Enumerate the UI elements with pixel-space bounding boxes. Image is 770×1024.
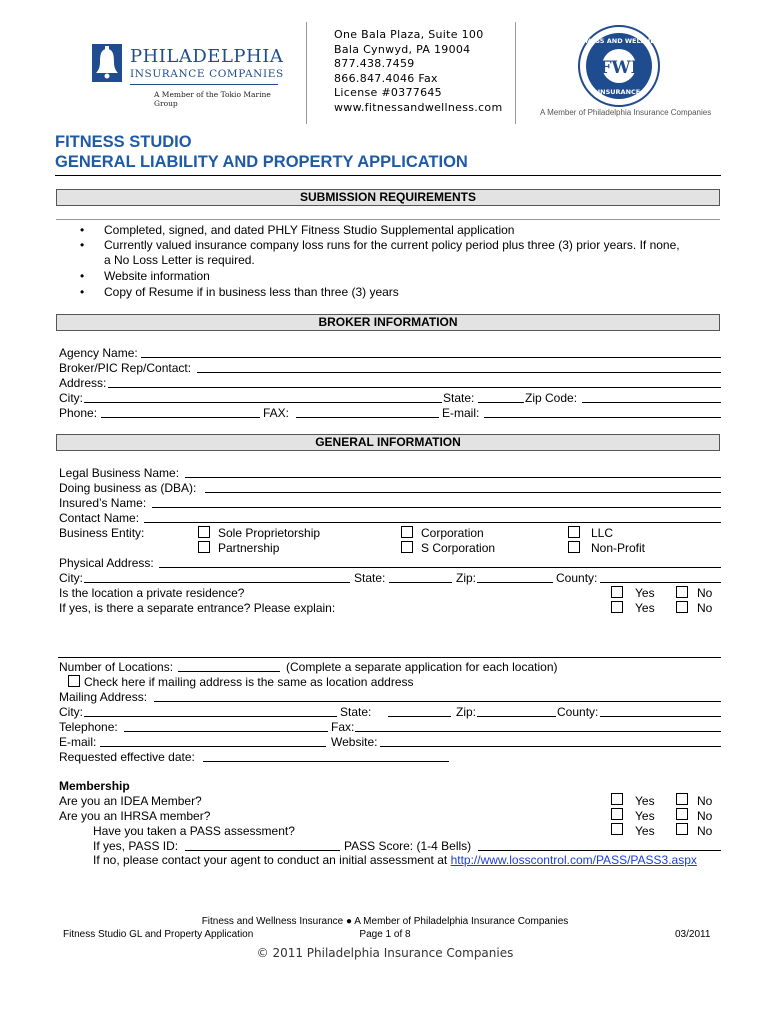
fwi-seal	[574, 24, 664, 108]
effective-date-field[interactable]	[203, 761, 449, 762]
s-corporation-checkbox[interactable]	[401, 541, 413, 553]
requirement-item: Copy of Resume if in business less than three (3) years	[104, 285, 399, 299]
pass-no-label: No	[697, 824, 713, 838]
requirement-item: Currently valued insurance company loss runs for the current policy period plus three (3) prior years. If none,	[104, 238, 680, 252]
pass-yes-checkbox[interactable]	[611, 823, 623, 835]
corporation-checkbox[interactable]	[401, 526, 413, 538]
address-line: One Bala Plaza, Suite 100	[334, 28, 484, 41]
county-label: County:	[556, 571, 598, 585]
phone-line: 877.438.7459	[334, 57, 415, 71]
city-field[interactable]	[84, 582, 350, 583]
broker-address-field[interactable]	[108, 387, 721, 388]
general-information-heading: GENERAL INFORMATION	[56, 434, 720, 451]
footer-tagline: Fitness and Wellness Insurance ● A Member of Philadelphia Insurance Companies	[201, 916, 569, 927]
mailing-county-field[interactable]	[600, 716, 721, 717]
pass-no-checkbox[interactable]	[676, 823, 688, 835]
logo-tagline: A Member of the Tokio Marine Group	[154, 90, 271, 108]
ihrsa-yes-checkbox[interactable]	[611, 808, 623, 820]
logo-sub: INSURANCE COMPANIES	[130, 68, 284, 80]
mailing-county-label: County:	[557, 705, 599, 719]
dba-field[interactable]	[205, 492, 721, 493]
agency-name-label: Agency Name:	[59, 346, 138, 360]
broker-state-field[interactable]	[478, 402, 524, 403]
ihrsa-no-checkbox[interactable]	[676, 808, 688, 820]
broker-phone-field[interactable]	[101, 417, 260, 418]
llc-label: LLC	[591, 526, 614, 540]
llc-checkbox[interactable]	[568, 526, 580, 538]
partnership-label: Partnership	[218, 541, 280, 555]
mailing-state-field[interactable]	[388, 716, 451, 717]
broker-zip-field[interactable]	[582, 402, 721, 403]
corporation-label: Corporation	[421, 526, 484, 540]
ihrsa-yes-label: Yes	[635, 809, 655, 823]
idea-no-label: No	[697, 794, 713, 808]
seal-top-text: FITNESS AND WELLNESS	[574, 37, 664, 45]
business-entity-label: Business Entity:	[59, 526, 145, 540]
broker-address-label: Address:	[59, 376, 107, 390]
bullet-icon: •	[80, 223, 85, 237]
non-profit-label: Non-Profit	[591, 541, 646, 555]
broker-phone-label: Phone:	[59, 406, 98, 420]
sole-proprietorship-checkbox[interactable]	[198, 526, 210, 538]
idea-yes-label: Yes	[635, 794, 655, 808]
number-of-locations-label: Number of Locations:	[59, 660, 174, 674]
contact-name-label: Contact Name:	[59, 511, 140, 525]
pass-assessment-link[interactable]: http://www.losscontrol.com/PASS/PASS3.aspx	[450, 853, 697, 867]
fwi-seal-icon	[574, 24, 664, 108]
title-rule	[55, 175, 721, 176]
broker-fax-field[interactable]	[296, 417, 439, 418]
zip-label: Zip:	[456, 571, 477, 585]
mailing-same-label: Check here if mailing address is the same as location address	[84, 675, 414, 689]
state-field[interactable]	[389, 582, 452, 583]
form-title-line1: FITNESS STUDIO	[55, 133, 192, 151]
mailing-address-field[interactable]	[154, 701, 721, 702]
pass-id-label: If yes, PASS ID:	[93, 839, 179, 853]
mailing-address-label: Mailing Address:	[59, 690, 148, 704]
state-label: State:	[354, 571, 386, 585]
separate-entrance-yes-label: Yes	[635, 601, 655, 615]
dba-label: Doing business as (DBA):	[59, 481, 197, 495]
pass-score-field[interactable]	[478, 850, 721, 851]
sole-proprietorship-label: Sole Proprietorship	[218, 526, 321, 540]
footer-copyright: © 2011 Philadelphia Insurance Companies	[256, 946, 514, 960]
pass-yes-label: Yes	[635, 824, 655, 838]
agency-name-field[interactable]	[141, 357, 721, 358]
broker-rep-field[interactable]	[197, 372, 721, 373]
footer-page-number: Page 1 of 8	[359, 929, 411, 940]
separate-entrance-no-label: No	[697, 601, 713, 615]
number-of-locations-field[interactable]	[178, 671, 280, 672]
mailing-state-label: State:	[340, 705, 372, 719]
partnership-checkbox[interactable]	[198, 541, 210, 553]
broker-rep-label: Broker/PIC Rep/Contact:	[59, 361, 192, 375]
physical-address-label: Physical Address:	[59, 556, 154, 570]
private-residence-yes-checkbox[interactable]	[611, 586, 623, 598]
private-residence-no-checkbox[interactable]	[676, 586, 688, 598]
contact-name-field[interactable]	[144, 522, 721, 523]
bullet-icon: •	[80, 238, 85, 252]
broker-zip-label: Zip Code:	[525, 391, 578, 405]
broker-email-label: E-mail:	[442, 406, 480, 420]
broker-state-label: State:	[443, 391, 475, 405]
pass-note	[93, 853, 697, 867]
seal-initials: FWI	[599, 58, 639, 78]
pass-id-field[interactable]	[185, 850, 340, 851]
legal-name-field[interactable]	[185, 477, 721, 478]
broker-city-field[interactable]	[84, 402, 442, 403]
logo-rule	[130, 84, 278, 85]
mailing-zip-label: Zip:	[456, 705, 477, 719]
private-residence-no-label: No	[697, 586, 713, 600]
mailing-city-label: City:	[59, 705, 83, 719]
insured-name-field[interactable]	[152, 507, 721, 508]
pass-assessment-question: Have you taken a PASS assessment?	[93, 824, 295, 838]
footer-form-date: 03/2011	[675, 929, 711, 940]
idea-member-question: Are you an IDEA Member?	[59, 794, 202, 808]
mailing-zip-field[interactable]	[477, 716, 556, 717]
broker-information-heading: BROKER INFORMATION	[56, 314, 720, 331]
insured-name-label: Insured’s Name:	[59, 496, 147, 510]
email-label: E-mail:	[59, 735, 97, 749]
bullet-icon: •	[80, 285, 85, 299]
non-profit-checkbox[interactable]	[568, 541, 580, 553]
zip-field[interactable]	[477, 582, 553, 583]
city-label: City:	[59, 571, 83, 585]
requirement-item-cont: a No Loss Letter is required.	[104, 253, 255, 267]
seal-caption: A Member of Philadelphia Insurance Companies	[540, 108, 712, 117]
county-field[interactable]	[600, 582, 721, 583]
philadelphia-logo	[92, 44, 292, 108]
private-residence-yes-label: Yes	[635, 586, 655, 600]
pass-note-text: If no, please contact your agent to conduct an initial assessment at	[93, 853, 448, 867]
number-of-locations-note: (Complete a separate application for each location)	[286, 660, 558, 674]
idea-no-checkbox[interactable]	[676, 793, 688, 805]
website-line: www.fitnessandwellness.com	[334, 100, 503, 114]
ihrsa-member-question: Are you an IHRSA member?	[59, 809, 211, 823]
ihrsa-no-label: No	[697, 809, 713, 823]
form-title-line2: GENERAL LIABILITY AND PROPERTY APPLICATION	[55, 153, 468, 171]
separate-entrance-question: If yes, is there a separate entrance? Please explain:	[59, 601, 336, 615]
email-field[interactable]	[100, 746, 326, 747]
s-corporation-label: S Corporation	[421, 541, 496, 555]
logo-name: PHILADELPHIA	[130, 46, 284, 67]
fax-label: Fax:	[331, 720, 355, 734]
physical-address-field[interactable]	[159, 567, 721, 568]
separate-entrance-no-checkbox[interactable]	[676, 601, 688, 613]
mailing-same-checkbox[interactable]	[68, 675, 80, 687]
legal-name-label: Legal Business Name:	[59, 466, 180, 480]
entrance-explanation-field[interactable]	[58, 657, 721, 658]
telephone-field[interactable]	[124, 731, 328, 732]
company-address	[334, 28, 502, 116]
membership-heading: Membership	[59, 779, 130, 793]
requirement-item: Completed, signed, and dated PHLY Fitness Studio Supplemental application	[104, 223, 515, 237]
seal-bottom-text: INSURANCE	[597, 88, 641, 96]
submission-requirements-heading: SUBMISSION REQUIREMENTS	[56, 189, 720, 206]
idea-yes-checkbox[interactable]	[611, 793, 623, 805]
website-field[interactable]	[380, 746, 721, 747]
broker-email-field[interactable]	[484, 417, 721, 418]
broker-city-label: City:	[59, 391, 83, 405]
fax-line: 866.847.4046 Fax	[334, 71, 438, 85]
private-residence-question: Is the location a private residence?	[59, 586, 245, 600]
submission-rule	[56, 219, 720, 220]
mailing-city-field[interactable]	[84, 716, 337, 717]
liberty-bell-icon	[92, 44, 122, 82]
pass-score-label: PASS Score: (1-4 Bells)	[344, 839, 472, 853]
telephone-label: Telephone:	[59, 720, 118, 734]
fax-field[interactable]	[355, 731, 721, 732]
header-divider-right	[515, 22, 516, 124]
requirement-item: Website information	[104, 269, 210, 283]
effective-date-label: Requested effective date:	[59, 750, 195, 764]
footer-form-name: Fitness Studio GL and Property Application	[63, 929, 254, 940]
header-divider-left	[306, 22, 307, 124]
address-line: Bala Cynwyd, PA 19004	[334, 42, 471, 56]
broker-fax-label: FAX:	[263, 406, 290, 420]
bullet-icon: •	[80, 269, 85, 283]
separate-entrance-yes-checkbox[interactable]	[611, 601, 623, 613]
license-line: License #0377645	[334, 86, 442, 100]
website-label: Website:	[331, 735, 378, 749]
